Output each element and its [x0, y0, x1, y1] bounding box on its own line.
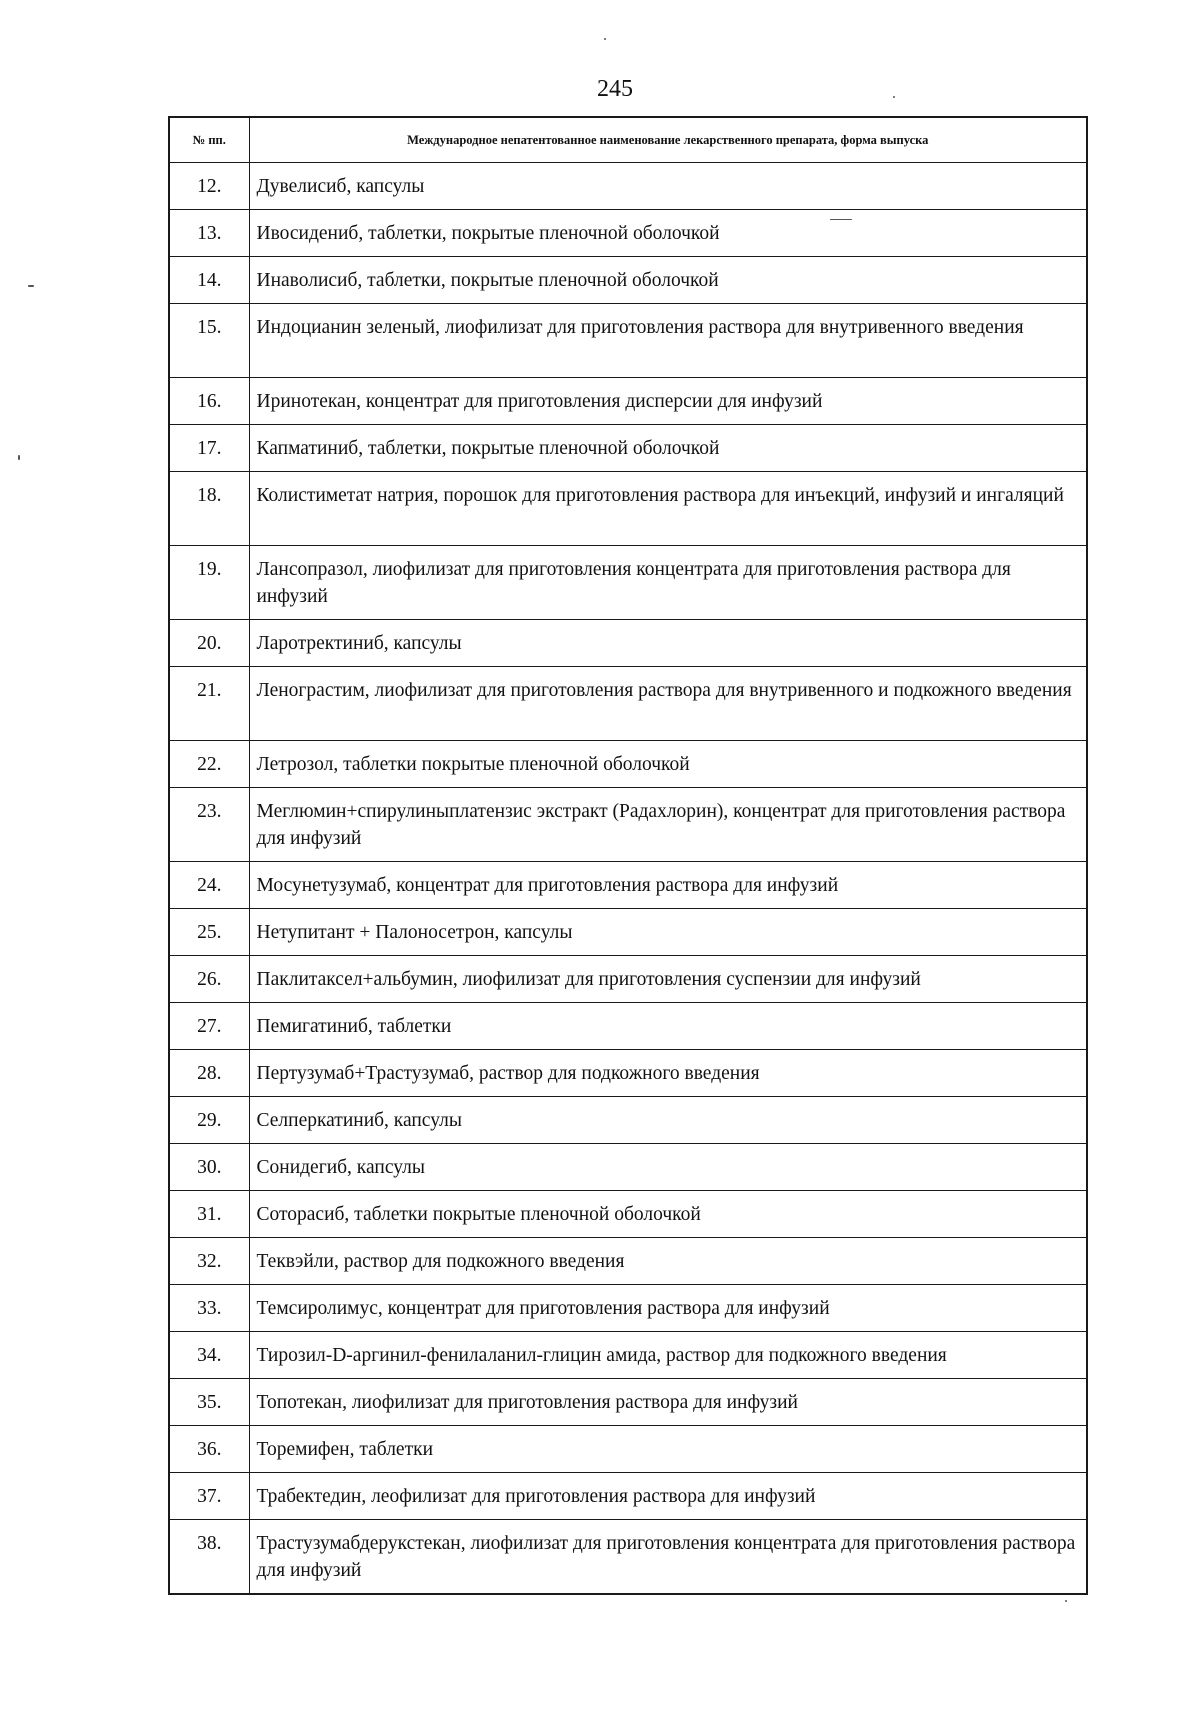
table-row — [169, 1473, 1087, 1520]
table-row — [169, 257, 1087, 304]
row-number: 31. — [169, 1191, 249, 1238]
drug-name: Ивосидениб, таблетки, покрытые пленочной оболочкой — [249, 210, 1087, 257]
drug-name: Топотекан, лиофилизат для приготовления раствора для инфузий — [249, 1379, 1087, 1426]
row-number: 30. — [169, 1144, 249, 1191]
table-row — [169, 667, 1087, 741]
row-number: 35. — [169, 1379, 249, 1426]
table-row — [169, 472, 1087, 546]
scan-speck — [18, 455, 20, 460]
drug-name: Тирозил-D-аргинил-фенилаланил-глицин амида, раствор для подкожного введения — [249, 1332, 1087, 1379]
drug-list-table — [168, 116, 1088, 1595]
table-header-row — [169, 117, 1087, 163]
drug-name: Теквэйли, раствор для подкожного введения — [249, 1238, 1087, 1285]
scan-speck — [1065, 1600, 1067, 1602]
table-row — [169, 1379, 1087, 1426]
drug-name: Инаволисиб, таблетки, покрытые пленочной оболочкой — [249, 257, 1087, 304]
row-number: 38. — [169, 1520, 249, 1594]
drug-name: Иринотекан, концентрат для приготовления дисперсии для инфузий — [249, 378, 1087, 425]
row-number: 29. — [169, 1097, 249, 1144]
drug-name: Пемигатиниб, таблетки — [249, 1003, 1087, 1050]
table-row — [169, 163, 1087, 210]
table-row — [169, 1238, 1087, 1285]
row-number: 19. — [169, 546, 249, 620]
row-number: 37. — [169, 1473, 249, 1520]
table-row — [169, 620, 1087, 667]
drug-name: Ленограстим, лиофилизат для приготовления раствора для внутривенного и подкожного введения — [249, 667, 1087, 741]
scan-speck — [604, 38, 606, 40]
table-row — [169, 1144, 1087, 1191]
table-row — [169, 378, 1087, 425]
table-row — [169, 1520, 1087, 1594]
drug-name: Капматиниб, таблетки, покрытые пленочной оболочкой — [249, 425, 1087, 472]
row-number: 32. — [169, 1238, 249, 1285]
drug-name: Летрозол, таблетки покрытые пленочной оболочкой — [249, 741, 1087, 788]
drug-name: Торемифен, таблетки — [249, 1426, 1087, 1473]
row-number: 36. — [169, 1426, 249, 1473]
table-row — [169, 425, 1087, 472]
drug-name: Мосунетузумаб, концентрат для приготовления раствора для инфузий — [249, 862, 1087, 909]
table-row — [169, 909, 1087, 956]
drug-name: Ларотректиниб, капсулы — [249, 620, 1087, 667]
row-number: 12. — [169, 163, 249, 210]
drug-name: Индоцианин зеленый, лиофилизат для приготовления раствора для внутривенного введения — [249, 304, 1087, 378]
drug-name: Лансопразол, лиофилизат для приготовления концентрата для приготовления раствора для инфузий — [249, 546, 1087, 620]
table-row — [169, 1332, 1087, 1379]
row-number: 26. — [169, 956, 249, 1003]
row-number: 21. — [169, 667, 249, 741]
drug-name: Трастузумабдерукстекан, лиофилизат для приготовления концентрата для приготовления раствора для инфузий — [249, 1520, 1087, 1594]
row-number: 34. — [169, 1332, 249, 1379]
row-number: 33. — [169, 1285, 249, 1332]
table-row — [169, 956, 1087, 1003]
table-row — [169, 1191, 1087, 1238]
drug-name: Дувелисиб, капсулы — [249, 163, 1087, 210]
table-row — [169, 741, 1087, 788]
table-row — [169, 788, 1087, 862]
row-number: 17. — [169, 425, 249, 472]
scan-speck — [893, 96, 895, 98]
row-number: 18. — [169, 472, 249, 546]
drug-name: Соторасиб, таблетки покрытые пленочной оболочкой — [249, 1191, 1087, 1238]
drug-name: Темсиролимус, концентрат для приготовления раствора для инфузий — [249, 1285, 1087, 1332]
scan-speck — [28, 285, 34, 287]
table-row — [169, 210, 1087, 257]
drug-name: Пертузумаб+Трастузумаб, раствор для подкожного введения — [249, 1050, 1087, 1097]
page-number: 245 — [597, 76, 633, 102]
row-number: 13. — [169, 210, 249, 257]
table-row — [169, 546, 1087, 620]
row-number: 24. — [169, 862, 249, 909]
row-number: 14. — [169, 257, 249, 304]
row-number: 28. — [169, 1050, 249, 1097]
row-number: 22. — [169, 741, 249, 788]
row-number: 16. — [169, 378, 249, 425]
drug-name: Сонидегиб, капсулы — [249, 1144, 1087, 1191]
table-row — [169, 1285, 1087, 1332]
table-row — [169, 1003, 1087, 1050]
table-row — [169, 1097, 1087, 1144]
drug-name: Меглюмин+спирулиныплатензис экстракт (Радахлорин), концентрат для приготовления раствора для инфузий — [249, 788, 1087, 862]
scan-speck — [830, 219, 852, 220]
drug-name: Селперкатиниб, капсулы — [249, 1097, 1087, 1144]
table-row — [169, 862, 1087, 909]
header-drug-name: Международное непатентованное наименование лекарственного препарата, форма выпуска — [249, 117, 1087, 163]
row-number: 15. — [169, 304, 249, 378]
table-row — [169, 1426, 1087, 1473]
drug-name: Паклитаксел+альбумин, лиофилизат для приготовления суспензии для инфузий — [249, 956, 1087, 1003]
table-row — [169, 1050, 1087, 1097]
drug-name: Нетупитант + Палоносетрон, капсулы — [249, 909, 1087, 956]
row-number: 27. — [169, 1003, 249, 1050]
row-number: 25. — [169, 909, 249, 956]
header-number: № пп. — [169, 117, 249, 163]
row-number: 23. — [169, 788, 249, 862]
row-number: 20. — [169, 620, 249, 667]
drug-name: Трабектедин, леофилизат для приготовления раствора для инфузий — [249, 1473, 1087, 1520]
drug-name: Колистиметат натрия, порошок для приготовления раствора для инъекций, инфузий и ингаляций — [249, 472, 1087, 546]
table-row — [169, 304, 1087, 378]
